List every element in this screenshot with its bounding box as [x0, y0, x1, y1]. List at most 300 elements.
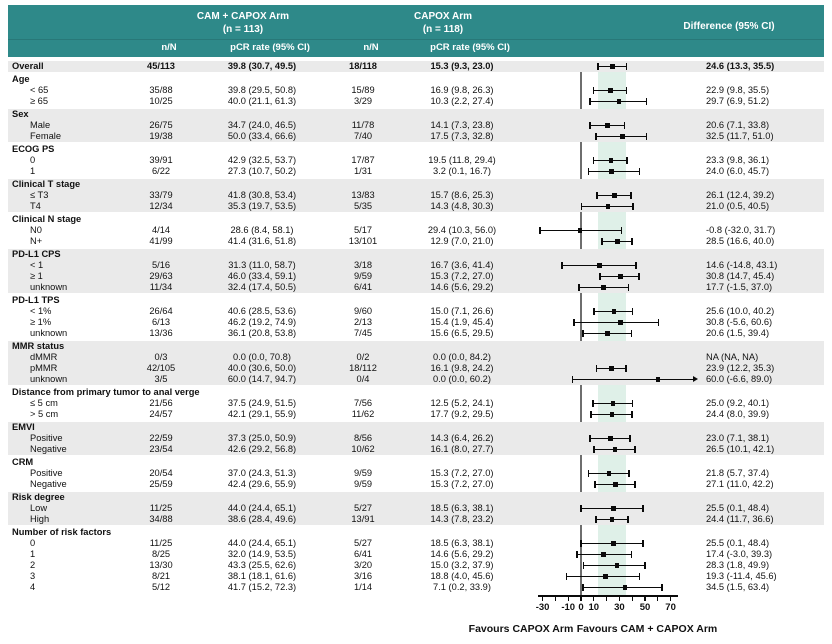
ci-upper-cap [627, 516, 629, 523]
group-label: Sex [12, 109, 29, 119]
arm1-nN-cell: 4/14 [151, 225, 171, 235]
ci-upper-cap [628, 470, 630, 477]
ci-point-estimate [606, 204, 611, 209]
ci-lower-cap [601, 238, 603, 245]
difference-cell: 30.8 (14.7, 45.4) [706, 271, 775, 281]
arm2-pcr-cell: 15.4 (1.9, 45.4) [430, 317, 494, 327]
ci-lower-cap [589, 435, 591, 442]
subgroup-label: N0 [30, 225, 42, 235]
difference-cell: -0.8 (-32.0, 31.7) [706, 225, 776, 235]
arm1-pcr-cell: 35.3 (19.7, 53.5) [227, 201, 297, 211]
ci-lower-cap [596, 192, 598, 199]
arm1-pcr-cell: 42.1 (29.1, 55.9) [227, 409, 297, 419]
group-label: CRM [12, 457, 34, 467]
arm1-pcr-cell: 44.0 (24.4, 65.1) [227, 538, 297, 548]
arm2-nN-cell: 3/16 [353, 571, 373, 581]
subgroup-label: Male [30, 120, 51, 130]
ci-point-estimate [601, 552, 606, 557]
subgroup-label: > 5 cm [30, 409, 59, 419]
ci-upper-cap [631, 411, 633, 418]
arm2-nN-cell: 5/17 [353, 225, 373, 235]
axis-tick [670, 596, 671, 601]
arm1-nN-cell: 12/34 [149, 201, 173, 211]
arm1-pcr-cell: 32.4 (17.4, 50.5) [227, 282, 297, 292]
axis-tick [593, 596, 594, 601]
difference-cell: 22.9 (9.8, 35.5) [706, 85, 770, 95]
arm1-pcr-cell: 40.0 (21.1, 61.3) [227, 96, 297, 106]
arm1-nN-cell: 34/88 [149, 514, 173, 524]
arm2-nN-cell: 5/27 [353, 503, 373, 513]
arm2-pcr-cell: 15.3 (7.2, 27.0) [430, 468, 494, 478]
axis-tick [632, 596, 633, 601]
difference-cell: 19.3 (-11.4, 45.6) [706, 571, 777, 581]
subgroup-label: ≥ 1% [30, 317, 52, 327]
arm2-nN-cell: 2/13 [353, 317, 373, 327]
arm2-nN-cell: 3/20 [353, 560, 373, 570]
subgroup-label: Female [30, 131, 62, 141]
arm2-header [344, 11, 542, 36]
ci-upper-cap [634, 446, 636, 453]
arm1-nN-cell: 33/79 [149, 190, 173, 200]
ci-lower-cap [597, 63, 599, 70]
arm1-nN-cell: 42/105 [146, 363, 176, 373]
axis-tick-label: -30 [535, 602, 550, 613]
difference-cell: 32.5 (11.7, 51.0) [706, 131, 774, 141]
arm1-nN-cell: 6/22 [151, 166, 171, 176]
group-header-row [8, 457, 824, 468]
ci-lower-cap [580, 505, 582, 512]
subgroup-label: < 1% [30, 306, 52, 316]
arm1-nN-cell: 0/3 [154, 352, 168, 362]
ci-lower-cap [594, 481, 596, 488]
difference-cell: 24.4 (8.0, 39.9) [706, 409, 770, 419]
ci-lower-cap [566, 573, 568, 580]
axis-tick-label: 70 [665, 602, 676, 613]
table-row [8, 538, 824, 549]
ci-plot-cell [534, 317, 702, 328]
ci-point-estimate [605, 331, 610, 336]
axis-tick-label: 50 [639, 602, 651, 613]
ci-plot-cell [534, 409, 702, 420]
col-header-pcr-arm2: pCR rate (95% CI) [430, 42, 510, 53]
axis-tick [568, 596, 569, 601]
subgroup-label: ≤ T3 [30, 190, 49, 200]
difference-cell: 20.6 (1.5, 39.4) [706, 328, 770, 338]
ci-lower-cap [593, 87, 595, 94]
arm2-nN-cell: 3/29 [353, 96, 373, 106]
ci-upper-cap [638, 273, 640, 280]
arm2-pcr-cell: 0.0 (0.0, 60.2) [433, 374, 491, 384]
ci-plot-cell [534, 549, 702, 560]
arm1-nN-cell: 45/113 [147, 61, 175, 71]
difference-cell: 23.0 (7.1, 38.1) [706, 433, 770, 443]
arm1-nN-cell: 11/25 [149, 538, 173, 548]
arm2-pcr-cell: 19.5 (11.8, 29.4) [428, 155, 496, 165]
arm2-pcr-cell: 14.6 (5.6, 29.2) [430, 549, 494, 559]
arm2-pcr-cell: 12.9 (7.0, 21.0) [430, 236, 494, 246]
arm2-nN-cell: 8/56 [353, 433, 373, 443]
arm2-pcr-cell: 15.0 (3.2, 37.9) [430, 560, 494, 570]
ci-point-estimate [610, 517, 615, 522]
col-header-pcr-arm1: pCR rate (95% CI) [230, 42, 310, 53]
subgroup-label: < 65 [30, 85, 49, 95]
subgroup-label: ≤ 5 cm [30, 398, 58, 408]
axis-tick [619, 596, 620, 601]
ci-plot-cell [534, 444, 702, 455]
table-row [8, 582, 824, 593]
ci-upper-cap [626, 157, 628, 164]
group-header-row [8, 492, 824, 503]
arm2-nN-cell: 18/112 [349, 363, 377, 373]
difference-cell: 26.5 (10.1, 42.1) [706, 444, 775, 454]
arm2-pcr-cell: 7.1 (0.2, 33.9) [433, 582, 491, 592]
subgroup-label: Negative [30, 444, 67, 454]
table-row [8, 409, 824, 420]
group-label: Number of risk factors [12, 527, 112, 537]
difference-cell: 25.5 (0.1, 48.4) [706, 503, 770, 513]
arm1-header [142, 11, 344, 36]
table-row [8, 96, 824, 107]
group-label: EMVI [12, 422, 35, 432]
ci-plot-cell [534, 96, 702, 107]
group-label: PD-L1 CPS [12, 249, 61, 259]
arm2-title: CAPOX Arm [414, 11, 472, 22]
ci-upper-cap [632, 308, 634, 315]
arm2-nN-cell: 6/41 [353, 549, 373, 559]
arm2-n: (n = 118) [422, 23, 464, 35]
ci-plot-cell [534, 503, 702, 514]
arm1-nN-cell: 19/38 [149, 131, 173, 141]
arm1-nN-cell: 25/59 [149, 479, 173, 489]
ci-point-estimate [611, 401, 616, 406]
ci-point-estimate [611, 506, 616, 511]
arm2-pcr-cell: 10.3 (2.2, 27.4) [430, 96, 494, 106]
arm2-pcr-cell: 15.3 (7.2, 27.0) [430, 271, 494, 281]
arm2-pcr-cell: 14.3 (6.4, 26.2) [430, 433, 494, 443]
table-row [8, 201, 824, 212]
arm1-nN-cell: 24/57 [149, 409, 173, 419]
x-axis [534, 595, 702, 619]
table-row [8, 398, 824, 409]
ci-plot-cell [534, 61, 702, 72]
ci-point-estimate [618, 274, 623, 279]
ci-plot-cell [534, 155, 702, 166]
arm2-pcr-cell: 18.8 (4.0, 45.6) [430, 571, 494, 581]
axis-tick-label: 0 [578, 602, 584, 613]
arm2-nN-cell: 5/35 [353, 201, 373, 211]
group-label: ECOG PS [12, 144, 55, 154]
ci-lower-cap [588, 168, 590, 175]
ci-lower-cap [595, 133, 597, 140]
arm1-nN-cell: 3/5 [154, 374, 168, 384]
table-row [8, 444, 824, 455]
arm1-pcr-cell: 37.3 (25.0, 50.9) [227, 433, 297, 443]
arm2-pcr-cell: 29.4 (10.3, 56.0) [427, 225, 497, 235]
arm2-nN-cell: 1/14 [353, 582, 373, 592]
table-row [8, 306, 824, 317]
ci-lower-cap [578, 284, 580, 291]
arm1-nN-cell: 21/56 [149, 398, 173, 408]
axis-tick-label: 30 [614, 602, 625, 613]
header-divider [8, 39, 824, 40]
ci-plot-cell [534, 306, 702, 317]
arm2-pcr-cell: 15.6 (6.5, 29.5) [430, 328, 494, 338]
arm1-nN-cell: 35/88 [149, 85, 173, 95]
ci-plot-cell [534, 398, 702, 409]
table-row [8, 571, 824, 582]
ci-upper-cap [646, 98, 648, 105]
ci-upper-cap [628, 284, 630, 291]
arm1-title: CAM + CAPOX Arm [196, 11, 290, 22]
ci-point-estimate [609, 366, 614, 371]
table-row [8, 155, 824, 166]
ci-lower-cap [593, 308, 595, 315]
ci-point-estimate [603, 574, 608, 579]
arm2-pcr-cell: 15.3 (7.2, 27.0) [430, 479, 494, 489]
arm1-nN-cell: 8/25 [151, 549, 171, 559]
table-row [8, 317, 824, 328]
ci-line [573, 379, 695, 381]
arm2-pcr-cell: 15.0 (7.1, 26.6) [430, 306, 494, 316]
arm1-nN-cell: 13/30 [149, 560, 173, 570]
ci-point-estimate [608, 436, 613, 441]
arm1-nN-cell: 11/34 [149, 282, 173, 292]
arm1-pcr-cell: 34.7 (24.0, 46.5) [227, 120, 297, 130]
ci-point-estimate [620, 134, 625, 139]
table-row [8, 468, 824, 479]
arm2-pcr-cell: 18.5 (6.3, 38.1) [430, 538, 494, 548]
ci-point-estimate [607, 471, 612, 476]
ci-upper-cap [634, 481, 636, 488]
ci-upper-cap [639, 573, 641, 580]
group-label: PD-L1 TPS [12, 295, 60, 305]
subgroup-label: unknown [30, 374, 68, 384]
table-row [8, 85, 824, 96]
arm1-nN-cell: 26/64 [149, 306, 173, 316]
arm2-nN-cell: 9/59 [353, 468, 373, 478]
ci-upper-cap [626, 63, 628, 70]
arm1-nN-cell: 20/54 [149, 468, 173, 478]
subgroup-label: 1 [30, 549, 36, 559]
subgroup-label: unknown [30, 282, 68, 292]
arm1-nN-cell: 23/54 [149, 444, 173, 454]
ci-upper-cap [632, 400, 634, 407]
difference-cell: 21.0 (0.5, 40.5) [706, 201, 770, 211]
subgroup-label: pMMR [30, 363, 58, 373]
arm2-pcr-cell: 0.0 (0.0, 84.2) [433, 352, 491, 362]
ci-upper-cap [625, 365, 627, 372]
ci-upper-cap [631, 330, 633, 337]
ci-point-estimate [612, 309, 617, 314]
difference-cell: 25.5 (0.1, 48.4) [706, 538, 770, 548]
subgroup-label: < 1 [30, 260, 44, 270]
subgroup-label: 0 [30, 155, 36, 165]
axis-tick [542, 596, 543, 601]
arm1-pcr-cell: 43.3 (25.5, 62.6) [227, 560, 297, 570]
ci-plot-cell [534, 479, 702, 490]
difference-cell: 60.0 (-6.6, 89.0) [706, 374, 773, 384]
subgroup-label: unknown [30, 328, 68, 338]
arm1-pcr-cell: 42.6 (29.2, 56.8) [227, 444, 297, 454]
ci-point-estimate [601, 285, 606, 290]
arm1-pcr-cell: 39.8 (30.7, 49.5) [227, 61, 297, 71]
favours-right-label: Favours CAM + CAPOX Arm [576, 623, 718, 635]
arm2-pcr-cell: 12.5 (5.2, 24.1) [430, 398, 494, 408]
group-label: Distance from primary tumor to anal verge [12, 387, 200, 397]
ci-plot-cell [534, 582, 702, 593]
difference-cell: 24.4 (11.7, 36.6) [706, 514, 774, 524]
subgroup-label: Overall [12, 61, 44, 71]
ci-point-estimate [618, 320, 623, 325]
difference-cell: 30.8 (-5.6, 60.6) [706, 317, 773, 327]
ci-lower-cap [589, 122, 591, 129]
difference-cell: 28.5 (16.6, 40.0) [706, 236, 775, 246]
subgroup-label: Negative [30, 479, 67, 489]
ci-plot-cell [534, 190, 702, 201]
ci-plot-cell [534, 201, 702, 212]
group-label: Risk degree [12, 492, 65, 502]
table-row [8, 190, 824, 201]
ci-point-estimate [597, 263, 602, 268]
arm2-pcr-cell: 14.6 (5.6, 29.2) [430, 282, 494, 292]
group-label: MMR status [12, 341, 65, 351]
table-row [8, 328, 824, 339]
axis-tick-label: -10 [561, 602, 576, 613]
difference-cell: 26.1 (12.4, 39.2) [706, 190, 775, 200]
table-row [8, 433, 824, 444]
ci-upper-cap [630, 192, 632, 199]
ci-lower-cap [573, 319, 575, 326]
arm1-pcr-cell: 28.6 (8.4, 58.1) [230, 225, 294, 235]
ci-plot-cell [534, 374, 702, 385]
axis-tick-label: 10 [588, 602, 600, 613]
ci-lower-cap [572, 376, 574, 383]
arm2-nN-cell: 13/83 [351, 190, 375, 200]
arm2-nN-cell: 9/59 [353, 271, 373, 281]
arm2-pcr-cell: 3.2 (0.1, 16.7) [433, 166, 491, 176]
ci-right-arrow [693, 376, 698, 382]
ci-upper-cap [624, 122, 626, 129]
difference-cell: NA (NA, NA) [706, 352, 759, 362]
arm2-pcr-cell: 16.1 (8.0, 27.7) [430, 444, 494, 454]
col-header-nN-arm2: n/N [363, 42, 379, 53]
arm2-nN-cell: 3/18 [353, 260, 373, 270]
table-row [8, 560, 824, 571]
subgroup-label: 2 [30, 560, 36, 570]
subgroup-label: ≥ 1 [30, 271, 43, 281]
ci-point-estimate [610, 412, 615, 417]
arm1-pcr-cell: 0.0 (0.0, 70.8) [233, 352, 291, 362]
ci-point-estimate [609, 169, 614, 174]
difference-cell: 27.1 (11.0, 42.2) [706, 479, 774, 489]
ci-plot-cell [534, 571, 702, 582]
arm2-nN-cell: 10/62 [351, 444, 375, 454]
difference-cell: 23.3 (9.8, 36.1) [706, 155, 770, 165]
subgroup-label: N+ [30, 236, 43, 246]
difference-cell: 23.9 (12.2, 35.3) [706, 363, 775, 373]
ci-point-estimate [613, 482, 618, 487]
difference-cell: 34.5 (1.5, 63.4) [706, 582, 770, 592]
arm1-pcr-cell: 60.0 (14.7, 94.7) [227, 374, 297, 384]
ci-lower-cap [581, 203, 583, 210]
subgroup-label: High [30, 514, 50, 524]
subgroup-label: 0 [30, 538, 36, 548]
group-header-row [8, 422, 824, 433]
table-row [8, 61, 824, 72]
table-row [8, 225, 824, 236]
subgroup-label: dMMR [30, 352, 58, 362]
table-row [8, 271, 824, 282]
group-header-row [8, 341, 824, 352]
difference-cell: 17.4 (-3.0, 39.3) [706, 549, 773, 559]
ci-plot-cell [534, 352, 702, 363]
arm1-pcr-cell: 39.8 (29.5, 50.8) [227, 85, 297, 95]
ci-upper-cap [642, 540, 644, 547]
axis-tick [644, 596, 645, 601]
ci-lower-cap [599, 273, 601, 280]
ci-point-estimate [615, 563, 620, 568]
arm1-pcr-cell: 41.8 (30.8, 53.4) [227, 190, 297, 200]
ci-point-estimate [611, 541, 616, 546]
ci-lower-cap [592, 400, 594, 407]
arm1-pcr-cell: 27.3 (10.7, 50.2) [227, 166, 297, 176]
ci-lower-cap [593, 446, 595, 453]
arm1-n: (n = 113) [222, 23, 264, 35]
arm1-pcr-cell: 42.4 (29.6, 55.9) [227, 479, 297, 489]
arm1-nN-cell: 10/25 [149, 96, 173, 106]
arm2-nN-cell: 15/89 [351, 85, 375, 95]
ci-point-estimate [605, 123, 610, 128]
axis-tick [555, 596, 556, 601]
arm2-pcr-cell: 15.3 (9.3, 23.0) [430, 61, 494, 71]
table-row [8, 282, 824, 293]
arm1-pcr-cell: 46.2 (19.2, 74.9) [227, 317, 297, 327]
difference-cell: 24.6 (13.3, 35.5) [706, 61, 775, 71]
group-label: Age [12, 74, 30, 84]
difference-column-header: Difference (95% CI) [683, 21, 775, 32]
favours-left-label: Favours CAPOX Arm [468, 623, 574, 635]
ci-lower-cap [596, 365, 598, 372]
group-header-row [8, 249, 824, 260]
ci-lower-cap [588, 470, 590, 477]
axis-tick [580, 596, 581, 601]
arm1-pcr-cell: 41.4 (31.6, 51.8) [227, 236, 297, 246]
arm1-pcr-cell: 44.0 (24.4, 65.1) [227, 503, 297, 513]
ci-upper-cap [626, 87, 628, 94]
ci-lower-cap [580, 540, 582, 547]
ci-upper-cap [646, 133, 648, 140]
difference-cell: 24.0 (6.0, 45.7) [706, 166, 770, 176]
axis-tick [657, 596, 658, 601]
arm1-pcr-cell: 38.6 (28.4, 49.6) [227, 514, 297, 524]
difference-cell: 20.6 (7.1, 33.8) [706, 120, 770, 130]
difference-cell: 17.7 (-1.5, 37.0) [706, 282, 773, 292]
arm1-nN-cell: 5/16 [151, 260, 171, 270]
arm1-pcr-cell: 40.6 (28.5, 53.6) [227, 306, 297, 316]
table-row [8, 479, 824, 490]
arm1-pcr-cell: 36.1 (20.8, 53.8) [227, 328, 297, 338]
ci-point-estimate [615, 239, 620, 244]
arm2-pcr-cell: 16.1 (9.8, 24.2) [430, 363, 494, 373]
arm2-pcr-cell: 14.1 (7.3, 23.8) [430, 120, 494, 130]
ci-plot-cell [534, 468, 702, 479]
arm1-nN-cell: 6/13 [151, 317, 171, 327]
arm1-nN-cell: 11/25 [149, 503, 173, 513]
ci-upper-cap [642, 505, 644, 512]
group-label: Clinical T stage [12, 179, 81, 189]
ci-lower-cap [590, 411, 592, 418]
difference-cell: 25.6 (10.0, 40.2) [706, 306, 775, 316]
